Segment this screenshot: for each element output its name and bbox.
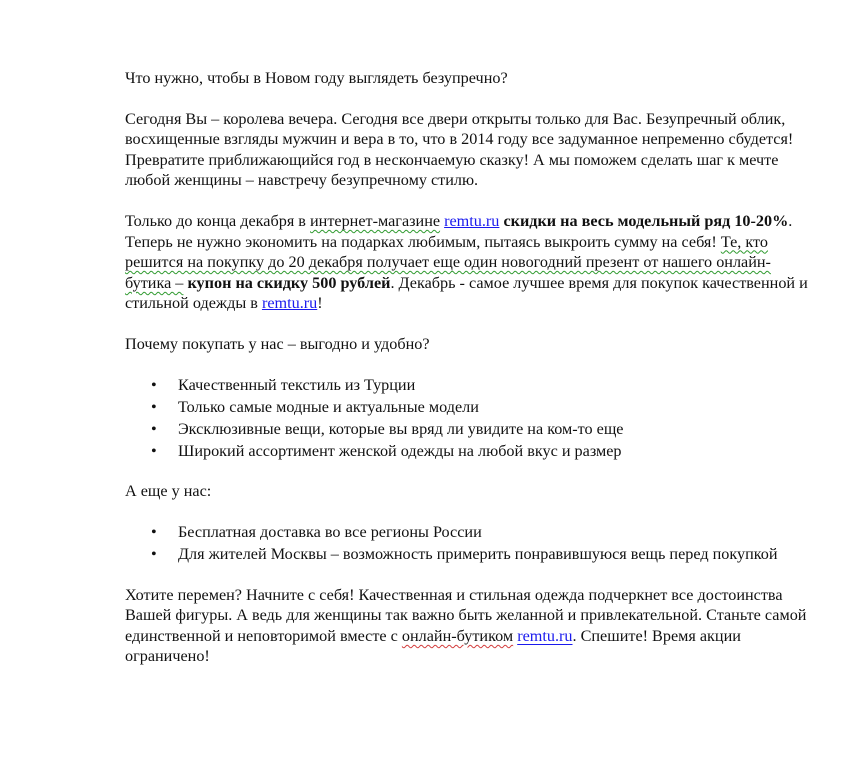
offer-text-3: . Декабрь - самое лучшее время для покупок качественной и стильной одежды в bbox=[125, 273, 808, 313]
list-item: • Эксклюзивные вещи, которые вы вряд ли увидите на ком-то еще bbox=[151, 419, 624, 438]
list-item: • Качественный текстиль из Турции bbox=[151, 375, 416, 394]
list-item: • Для жителей Москвы – возможность примерить понравившуюся вещь перед покупкой bbox=[151, 545, 778, 564]
closing-text-1: Хотите перемен? Начните с себя! Качественная и стильная одежда подчеркнет все достоинства Вашей фигуры. А ведь для женщины так важно быть желанной и привлекательной. Станьте самой единственной и неповторимой вместе с bbox=[125, 585, 807, 645]
closing-text-2: . Спешите! Время акции ограничено! bbox=[125, 626, 741, 666]
document-page bbox=[125, 68, 815, 687]
offer-text-4: ! bbox=[317, 294, 323, 313]
offer-paragraph bbox=[125, 211, 815, 314]
why-list bbox=[125, 375, 815, 462]
offer-text-store: интернет-магазине bbox=[310, 211, 441, 230]
bullet-icon: • bbox=[151, 545, 157, 564]
bullet-icon: • bbox=[151, 397, 157, 416]
also-list bbox=[125, 522, 815, 565]
intro-paragraph: Сегодня Вы – королева вечера. Сегодня все двери открыты только для Вас. Безупречный облик, восхищенные взгляды мужчин и вера в то, что в 2014 году все задуманное непременно сбудется! Превратите приближающийся год в нескончаемую сказку! А мы поможем сделать шаг к мечте любой женщины – навстречу безупречному стилю. bbox=[125, 109, 794, 190]
bullet-icon: • bbox=[151, 523, 157, 541]
offer-text-gift: Те, кто решится на покупку до 20 декабря получает еще один новогодний презент от нашего онлайн-бутика – bbox=[125, 232, 771, 292]
why-heading: Почему покупать у нас – выгодно и удобно? bbox=[125, 334, 430, 353]
list-item: • Бесплатная доставка во все регионы России bbox=[151, 523, 482, 541]
offer-text-2: . Теперь не нужно экономить на подарках любимым, пытаясь выкроить сумму на себя! bbox=[125, 211, 793, 251]
closing-paragraph bbox=[125, 585, 815, 667]
offer-coupon-bold: купон на скидку 500 рублей bbox=[187, 273, 391, 292]
remtu-link-3[interactable]: remtu.ru bbox=[517, 626, 573, 645]
offer-text-1: Только до конца декабря в bbox=[125, 211, 310, 230]
bullet-icon: • bbox=[151, 419, 157, 438]
remtu-link-1[interactable]: remtu.ru bbox=[444, 211, 500, 230]
list-item: • Только самые модные и актуальные модели bbox=[151, 397, 479, 416]
list-item: • Широкий ассортимент женской одежды на любой вкус и размер bbox=[151, 441, 622, 460]
also-heading: А еще у нас: bbox=[125, 482, 212, 501]
document-title: Что нужно, чтобы в Новом году выглядеть безупречно? bbox=[125, 69, 508, 87]
offer-discount-bold: скидки на весь модельный ряд 10-20% bbox=[499, 211, 789, 230]
closing-text-boutique: онлайн-бутиком bbox=[401, 626, 514, 645]
bullet-icon: • bbox=[151, 441, 157, 460]
bullet-icon: • bbox=[151, 375, 157, 394]
remtu-link-2[interactable]: remtu.ru bbox=[261, 294, 318, 313]
